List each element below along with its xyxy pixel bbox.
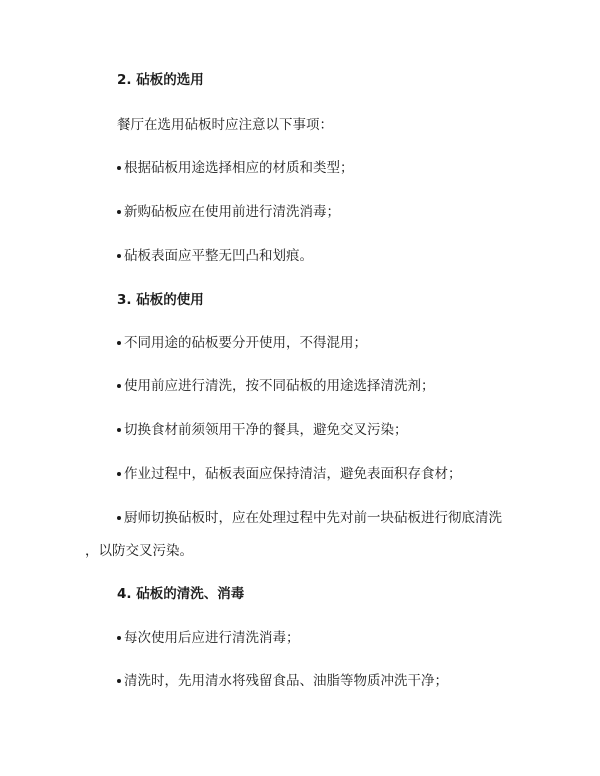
bullet-icon: [117, 636, 121, 640]
bullet-icon: [117, 341, 121, 345]
bullet-icon: [117, 210, 121, 214]
list-item: 不同用途的砧板要分开使用，不得混用；: [117, 333, 367, 353]
bullet-icon: [117, 516, 121, 520]
list-item: 切换食材前须领用干净的餐具，避免交叉污染；: [117, 420, 408, 440]
list-item: 新购砧板应在使用前进行清洗消毒；: [117, 202, 340, 222]
section-heading-3: 3. 砧板的使用: [117, 292, 204, 308]
section-intro: 餐厅在选用砧板时应注意以下事项：: [117, 117, 333, 133]
section-heading-2: 2. 砧板的选用: [117, 72, 204, 88]
list-item: 清洗时，先用清水将残留食品、油脂等物质冲洗干净；: [117, 671, 448, 691]
bullet-icon: [117, 254, 121, 258]
list-item: 根据砧板用途选择相应的材质和类型；: [117, 158, 354, 178]
bullet-icon: [117, 472, 121, 476]
bullet-icon: [117, 679, 121, 683]
list-item: 厨师切换砧板时，应在处理过程中先对前一块砧板进行彻底清洗: [117, 508, 502, 528]
bullet-icon: [117, 428, 121, 432]
bullet-icon: [117, 384, 121, 388]
list-item: 砧板表面应平整无凹凸和划痕。: [117, 246, 313, 266]
list-item-continuation: ，以防交叉污染。: [85, 543, 193, 559]
section-heading-4: 4. 砧板的清洗、消毒: [117, 586, 245, 602]
bullet-icon: [117, 166, 121, 170]
list-item: 作业过程中，砧板表面应保持清洁，避免表面积存食材；: [117, 464, 462, 484]
list-item: 每次使用后应进行清洗消毒；: [117, 628, 300, 648]
list-item: 使用前应进行清洗，按不同砧板的用途选择清洗剂；: [117, 376, 435, 396]
